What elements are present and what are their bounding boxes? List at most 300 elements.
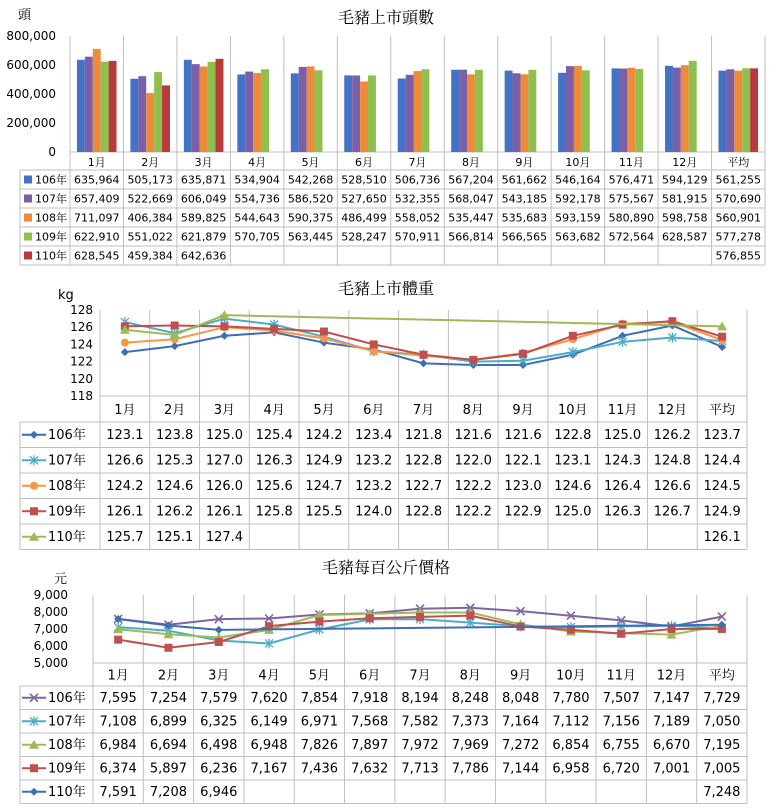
data-label: 124.0 <box>355 504 393 520</box>
chart-title: 毛豬上市體重 <box>337 279 434 298</box>
x-tick-label: 1月 <box>87 156 106 169</box>
x-tick-label: 8月 <box>459 668 481 684</box>
bar <box>520 74 528 152</box>
data-label: 7,969 <box>451 737 489 753</box>
bar <box>299 67 307 152</box>
legend-entry: 109年 <box>35 230 67 244</box>
x-tick-label: 11月 <box>607 403 638 418</box>
x-tick-label: 8月 <box>461 156 480 169</box>
bar <box>681 65 689 152</box>
data-label: 6,971 <box>300 714 338 730</box>
point-marker <box>121 348 129 356</box>
data-label: 535,683 <box>501 211 548 225</box>
x-tick-label: 平均 <box>709 403 736 418</box>
x-tick-label: 7月 <box>409 668 431 684</box>
bar <box>414 71 422 152</box>
data-label: 122.2 <box>454 478 492 494</box>
data-label: 542,268 <box>287 173 334 187</box>
x-tick-label: 4月 <box>258 668 280 684</box>
bar <box>742 68 750 152</box>
bar <box>475 70 483 152</box>
point-marker <box>270 325 278 333</box>
legend-swatch <box>24 233 32 241</box>
x-tick-label: 7月 <box>408 156 427 169</box>
point-marker <box>668 317 676 325</box>
data-label: 122.2 <box>454 504 492 520</box>
y-tick-label: 800,000 <box>6 29 56 43</box>
data-label: 7,147 <box>652 690 691 706</box>
x-tick-label: 10月 <box>556 668 586 684</box>
data-label: 126.3 <box>255 453 293 469</box>
data-label: 124.2 <box>106 478 144 494</box>
x-tick-label: 2月 <box>157 668 180 684</box>
bar <box>93 49 101 152</box>
bar <box>459 70 467 152</box>
point-marker <box>220 332 228 340</box>
bar <box>718 71 726 152</box>
data-label: 635,871 <box>180 173 227 187</box>
data-label: 124.2 <box>305 427 343 443</box>
data-label: 522,669 <box>127 192 173 206</box>
data-label: 6,694 <box>149 737 188 753</box>
point-marker <box>366 614 374 622</box>
data-label: 527,650 <box>341 192 387 206</box>
bar <box>352 75 360 152</box>
legend-entry: 107年 <box>35 192 67 206</box>
bar <box>612 68 620 152</box>
data-label: 126.6 <box>653 478 691 494</box>
point-marker <box>315 618 323 626</box>
data-label: 6,374 <box>99 761 137 777</box>
data-label: 505,173 <box>127 173 173 187</box>
legend-swatch <box>24 195 32 203</box>
data-label: 121.8 <box>404 427 443 443</box>
x-tick-label: 5月 <box>313 403 335 418</box>
data-label: 125.0 <box>554 504 592 520</box>
legend-swatch <box>24 176 32 184</box>
data-label: 7,272 <box>502 737 540 753</box>
data-label: 124.9 <box>703 504 741 520</box>
data-label: 568,047 <box>448 192 494 206</box>
y-tick-label: 200,000 <box>6 116 56 130</box>
data-label: 628,587 <box>662 230 708 244</box>
y-tick-label: 600,000 <box>6 58 56 72</box>
data-label: 563,682 <box>555 230 601 244</box>
point-marker <box>370 340 378 348</box>
y-axis <box>70 303 93 403</box>
chart-svg <box>0 0 772 268</box>
data-label: 121.6 <box>504 427 542 443</box>
x-tick-label: 11月 <box>618 156 644 169</box>
bar <box>208 62 216 152</box>
y-tick-label: 120 <box>70 371 93 386</box>
x-tick-label: 1月 <box>107 668 129 684</box>
point-marker <box>569 332 577 340</box>
data-label: 563,445 <box>287 230 334 244</box>
data-label: 7,582 <box>401 714 439 730</box>
data-label: 594,129 <box>662 173 708 187</box>
bar <box>635 69 643 152</box>
point-marker <box>215 638 223 646</box>
data-label: 6,325 <box>200 714 238 730</box>
data-label: 7,436 <box>300 761 338 777</box>
data-label: 6,670 <box>652 737 691 753</box>
bar <box>574 66 582 152</box>
x-tick-label: 平均 <box>708 668 735 684</box>
legend-entry: 110年 <box>35 249 67 263</box>
y-tick-label: 126 <box>70 320 93 335</box>
data-label: 6,946 <box>200 784 238 800</box>
chart-weight <box>0 268 772 550</box>
data-label: 561,662 <box>501 173 548 187</box>
data-table <box>20 396 747 550</box>
data-label: 572,564 <box>608 230 655 244</box>
point-marker <box>215 626 223 634</box>
data-label: 7,579 <box>200 690 238 706</box>
data-label: 6,720 <box>602 761 640 777</box>
data-label: 124.7 <box>305 478 343 494</box>
series-line <box>120 310 727 339</box>
bar <box>77 60 85 152</box>
data-label: 7,001 <box>652 761 691 777</box>
point-marker <box>30 482 38 490</box>
bar <box>467 74 475 152</box>
point-marker <box>469 356 477 364</box>
data-label: 621,879 <box>180 230 227 244</box>
point-marker <box>30 764 38 772</box>
data-label: 6,854 <box>552 737 590 753</box>
y-axis <box>34 588 68 670</box>
data-label: 642,636 <box>180 249 227 263</box>
data-label: 126.7 <box>653 504 691 520</box>
data-label: 7,248 <box>703 784 741 800</box>
data-label: 6,984 <box>99 737 137 753</box>
y-unit: 元 <box>54 572 68 587</box>
data-label: 598,758 <box>662 211 708 225</box>
data-label: 567,204 <box>448 173 494 187</box>
data-label: 7,729 <box>703 690 741 706</box>
x-tick-label: 7月 <box>412 403 435 418</box>
point-marker <box>171 342 179 350</box>
series-line <box>114 612 726 652</box>
data-label: 7,568 <box>351 714 389 730</box>
data-label: 546,164 <box>555 173 601 187</box>
data-label: 8,194 <box>401 690 439 706</box>
data-label: 7,854 <box>300 690 338 706</box>
data-label: 6,958 <box>552 761 590 777</box>
data-label: 7,826 <box>300 737 338 753</box>
legend-entry: 106年 <box>35 173 67 187</box>
data-label: 125.3 <box>156 453 194 469</box>
x-tick-label: 2月 <box>164 403 186 418</box>
y-tick-label: 6,000 <box>33 639 68 653</box>
data-label: 126.2 <box>156 504 194 520</box>
data-label: 586,520 <box>287 192 334 206</box>
legend-swatch <box>24 252 32 260</box>
bar <box>513 73 521 152</box>
y-unit: 頭 <box>18 8 32 23</box>
data-label: 121.6 <box>454 427 492 443</box>
data-label: 7,713 <box>401 761 439 777</box>
x-tick-label: 平均 <box>727 156 750 169</box>
legend-entry: 109年 <box>48 761 86 777</box>
legend-swatch <box>24 214 32 222</box>
data-label: 123.1 <box>106 427 144 443</box>
x-tick-label: 6月 <box>355 156 374 169</box>
data-label: 5,897 <box>149 761 188 777</box>
y-tick-label: 8,000 <box>33 605 68 619</box>
data-label: 125.6 <box>255 478 293 494</box>
point-marker <box>114 636 122 644</box>
point-marker <box>30 431 38 439</box>
point-marker <box>121 339 129 347</box>
bar <box>726 69 734 152</box>
data-label: 7,595 <box>99 690 137 706</box>
data-label: 570,705 <box>234 230 280 244</box>
bar <box>734 71 742 152</box>
data-label: 7,786 <box>451 761 489 777</box>
data-label: 6,149 <box>250 714 288 730</box>
data-label: 6,755 <box>602 737 640 753</box>
data-label: 570,690 <box>715 192 762 206</box>
x-tick-label: 9月 <box>515 156 534 169</box>
bar <box>154 72 162 152</box>
point-marker <box>420 351 428 359</box>
data-label: 122.7 <box>404 478 443 494</box>
bar <box>101 62 109 152</box>
data-label: 570,911 <box>394 230 441 244</box>
data-label: 534,904 <box>234 173 280 187</box>
point-marker <box>370 347 378 355</box>
data-label: 506,736 <box>394 173 441 187</box>
data-label: 535,447 <box>448 211 494 225</box>
data-label: 6,948 <box>250 737 288 753</box>
point-marker <box>718 333 726 341</box>
legend-entry: 107年 <box>48 453 86 469</box>
data-label: 7,620 <box>250 690 288 706</box>
data-label: 122.8 <box>404 453 443 469</box>
data-label: 122.8 <box>404 504 443 520</box>
bar <box>146 93 154 152</box>
data-label: 544,643 <box>234 211 280 225</box>
line-path <box>125 315 722 335</box>
chart-price <box>0 550 772 811</box>
x-tick-label: 10月 <box>565 156 591 169</box>
x-tick-label: 2月 <box>141 156 160 169</box>
data-label: 124.6 <box>554 478 592 494</box>
data-label: 126.0 <box>205 478 244 494</box>
data-label: 7,144 <box>502 761 540 777</box>
x-tick-label: 12月 <box>657 403 688 418</box>
y-tick-label: 9,000 <box>33 588 68 602</box>
y-tick-label: 118 <box>70 389 93 403</box>
data-label: 7,972 <box>401 737 439 753</box>
point-marker <box>30 788 38 796</box>
data-label: 7,167 <box>250 761 288 777</box>
data-label: 575,567 <box>608 192 655 206</box>
chart-head-count <box>0 0 772 268</box>
bar <box>307 66 315 152</box>
data-label: 566,565 <box>501 230 548 244</box>
series-line <box>113 607 727 641</box>
bar <box>315 70 323 152</box>
data-label: 126.3 <box>603 504 642 520</box>
y-tick-label: 122 <box>70 354 93 369</box>
data-label: 406,384 <box>127 211 173 225</box>
legend-entry: 108年 <box>35 211 67 225</box>
grid <box>93 595 747 663</box>
data-label: 126.1 <box>106 504 144 520</box>
data-label: 543,185 <box>501 192 548 206</box>
data-label: 551,022 <box>127 230 173 244</box>
data-label: 7,918 <box>351 690 389 706</box>
data-label: 127.0 <box>205 453 244 469</box>
data-label: 577,278 <box>715 230 762 244</box>
data-label: 123.2 <box>355 453 393 469</box>
bar <box>237 74 245 152</box>
bar <box>582 70 590 152</box>
legend-entry: 107年 <box>48 714 86 730</box>
x-tick-label: 5月 <box>301 156 320 169</box>
x-tick-label: 3月 <box>213 403 236 418</box>
data-label: 7,005 <box>703 761 741 777</box>
data-label: 6,498 <box>200 737 238 753</box>
data-label: 124.9 <box>305 453 343 469</box>
bar <box>360 81 368 152</box>
data-label: 528,247 <box>341 230 387 244</box>
data-label: 7,632 <box>351 761 389 777</box>
data-label: 125.5 <box>305 504 343 520</box>
data-label: 7,195 <box>703 737 741 753</box>
point-marker <box>519 350 527 358</box>
x-tick-label: 3月 <box>194 156 213 169</box>
bar <box>406 75 414 152</box>
data-label: 590,375 <box>287 211 334 225</box>
data-label: 592,178 <box>555 192 601 206</box>
data-label: 7,189 <box>652 714 691 730</box>
bar <box>162 85 170 152</box>
bar <box>344 75 352 152</box>
chart-title: 毛豬上市頭數 <box>337 8 434 27</box>
y-unit: kg <box>58 288 74 303</box>
data-label: 6,899 <box>149 714 188 730</box>
y-tick-label: 400,000 <box>6 87 56 101</box>
data-label: 124.6 <box>156 478 194 494</box>
y-tick-label: 7,000 <box>33 622 68 636</box>
data-label: 576,855 <box>715 249 762 263</box>
data-label: 622,910 <box>73 230 120 244</box>
data-label: 6,236 <box>200 761 238 777</box>
data-label: 459,384 <box>127 249 173 263</box>
x-tick-label: 8月 <box>462 403 484 418</box>
table-grid <box>20 663 747 804</box>
data-label: 122.8 <box>554 427 592 443</box>
point-marker <box>171 321 179 329</box>
x-tick-label: 11月 <box>606 668 637 684</box>
bar <box>627 68 635 152</box>
legend-entry: 110年 <box>48 784 86 800</box>
data-label: 635,964 <box>73 173 120 187</box>
data-label: 606,049 <box>180 192 227 206</box>
data-label: 581,915 <box>662 192 708 206</box>
data-label: 125.4 <box>255 427 293 443</box>
data-label: 7,254 <box>149 690 188 706</box>
data-label: 576,471 <box>608 173 655 187</box>
x-tick-label: 6月 <box>363 403 385 418</box>
data-label: 125.7 <box>106 529 144 545</box>
x-tick-label: 10月 <box>558 403 588 418</box>
bar <box>451 70 459 152</box>
bar <box>200 66 208 152</box>
data-label: 7,050 <box>703 714 741 730</box>
data-label: 589,825 <box>180 211 227 225</box>
point-marker <box>320 334 328 342</box>
bar <box>253 73 261 152</box>
data-label: 7,208 <box>149 784 188 800</box>
bar <box>192 64 200 152</box>
data-label: 580,890 <box>608 211 655 225</box>
data-label: 124.5 <box>703 478 741 494</box>
data-label: 125.8 <box>255 504 293 520</box>
point-marker <box>220 322 228 330</box>
x-tick-label: 9月 <box>509 668 532 684</box>
data-label: 126.1 <box>703 529 741 545</box>
bar <box>505 71 513 152</box>
bar <box>261 69 269 152</box>
y-axis <box>6 29 56 159</box>
data-label: 560,901 <box>715 211 762 225</box>
data-label: 8,048 <box>502 690 540 706</box>
chart-svg <box>0 550 772 811</box>
bar <box>398 79 406 152</box>
bar <box>138 76 146 152</box>
data-label: 124.8 <box>653 453 691 469</box>
data-label: 124.3 <box>603 453 642 469</box>
data-label: 7,164 <box>502 714 540 730</box>
legend-entry: 108年 <box>48 737 86 753</box>
data-label: 558,052 <box>394 211 441 225</box>
x-tick-label: 4月 <box>248 156 267 169</box>
x-tick-label: 12月 <box>672 156 698 169</box>
point-marker <box>320 328 328 336</box>
data-label: 7,108 <box>99 714 137 730</box>
data-label: 122.1 <box>504 453 542 469</box>
data-label: 123.2 <box>355 478 393 494</box>
bar <box>216 59 224 152</box>
x-tick-label: 9月 <box>512 403 534 418</box>
data-label: 123.0 <box>504 478 542 494</box>
data-label: 123.1 <box>554 453 592 469</box>
bar <box>184 60 192 152</box>
data-label: 7,507 <box>602 690 640 706</box>
bar <box>665 66 673 152</box>
bar <box>673 68 681 152</box>
bar <box>291 73 299 152</box>
data-label: 8,248 <box>451 690 489 706</box>
y-tick-label: 124 <box>70 337 93 352</box>
data-label: 126.6 <box>106 453 144 469</box>
data-label: 657,409 <box>73 192 120 206</box>
series-line <box>121 321 726 369</box>
data-label: 126.2 <box>653 427 691 443</box>
point-marker <box>30 507 38 515</box>
y-tick-label: 0 <box>48 145 56 159</box>
bar <box>689 61 697 152</box>
bar <box>750 68 758 152</box>
data-label: 7,591 <box>99 784 137 800</box>
legend-entry: 108年 <box>48 478 86 494</box>
bar <box>85 57 93 152</box>
